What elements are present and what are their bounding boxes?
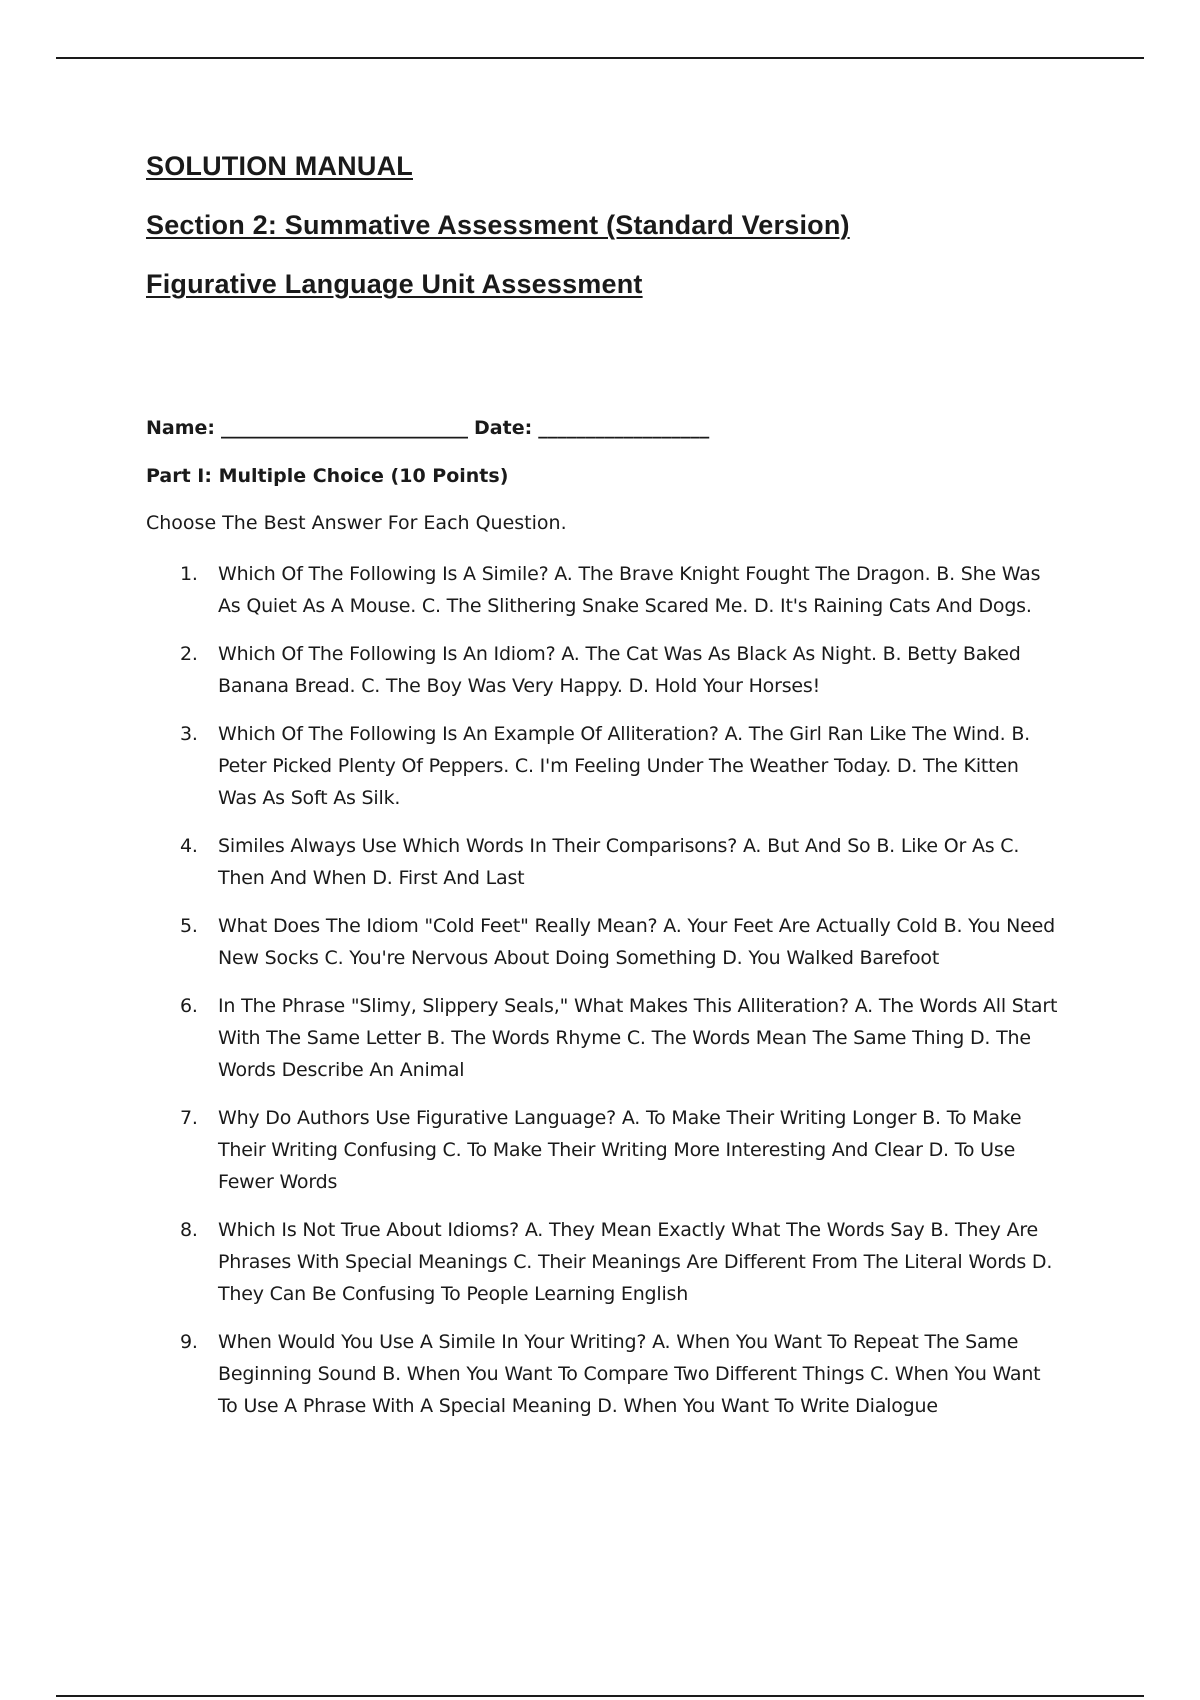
question-text: Which Of The Following Is An Idiom? A. The Cat Was As Black As Night. B. Betty Baked Banana Bread. C. The Boy Was Very Happy. D. Hold Your Horses!	[218, 643, 1021, 697]
instructions: Choose The Best Answer For Each Question.	[146, 512, 567, 534]
name-label: Name:	[146, 417, 216, 439]
name-date-line	[146, 416, 709, 440]
question-2	[180, 638, 1060, 702]
question-text: Which Of The Following Is An Example Of Alliteration? A. The Girl Ran Like The Wind. B. Peter Picked Plenty Of Peppers. C. I'm Feeling Under The Weather Today. D. The Kitten Was As Soft As Silk.	[218, 723, 1030, 809]
section-heading: Section 2: Summative Assessment (Standard Version)	[146, 210, 850, 240]
question-number: 1.	[180, 563, 198, 585]
question-1	[180, 558, 1060, 622]
question-text: Which Of The Following Is A Simile? A. The Brave Knight Fought The Dragon. B. She Was As Quiet As A Mouse. C. The Slithering Snake Scared Me. D. It's Raining Cats And Dogs.	[218, 563, 1041, 617]
part-title: Part I: Multiple Choice (10 Points)	[146, 465, 509, 487]
question-9	[180, 1326, 1060, 1422]
question-number: 9.	[180, 1331, 198, 1353]
question-7	[180, 1102, 1060, 1198]
question-5	[180, 910, 1060, 974]
question-text: What Does The Idiom "Cold Feet" Really Mean? A. Your Feet Are Actually Cold B. You Need New Socks C. You're Nervous About Doing Something D. You Walked Barefoot	[218, 915, 1055, 969]
question-number: 6.	[180, 995, 198, 1017]
question-4	[180, 830, 1060, 894]
document-title: SOLUTION MANUAL	[146, 151, 413, 181]
question-text: Why Do Authors Use Figurative Language? A. To Make Their Writing Longer B. To Make Their Writing Confusing C. To Make Their Writing More Interesting And Clear D. To Use Fewer Words	[218, 1107, 1022, 1193]
question-number: 4.	[180, 835, 198, 857]
assessment-heading: Figurative Language Unit Assessment	[146, 269, 643, 299]
question-text: In The Phrase "Slimy, Slippery Seals," What Makes This Alliteration? A. The Words All Start With The Same Letter B. The Words Rhyme C. The Words Mean The Same Thing D. The Words Describe An Animal	[218, 995, 1058, 1081]
question-number: 3.	[180, 723, 198, 745]
name-blank: __________________________	[221, 417, 469, 439]
date-label: Date:	[474, 417, 533, 439]
question-list	[180, 558, 1060, 1438]
question-8	[180, 1214, 1060, 1310]
question-text: Similes Always Use Which Words In Their Comparisons? A. But And So B. Like Or As C. Then And When D. First And Last	[218, 835, 1020, 889]
question-number: 8.	[180, 1219, 198, 1241]
question-number: 5.	[180, 915, 198, 937]
question-number: 7.	[180, 1107, 198, 1129]
question-6	[180, 990, 1060, 1086]
question-number: 2.	[180, 643, 198, 665]
question-3	[180, 718, 1060, 814]
question-text: Which Is Not True About Idioms? A. They Mean Exactly What The Words Say B. They Are Phrases With Special Meanings C. Their Meanings Are Different From The Literal Words D. They Can Be Confusing To People Learning English	[218, 1219, 1053, 1305]
question-text: When Would You Use A Simile In Your Writing? A. When You Want To Repeat The Same Beginning Sound B. When You Want To Compare Two Different Things C. When You Want To Use A Phrase With A Special Meaning D. When You Want To Write Dialogue	[218, 1331, 1041, 1417]
bottom-rule	[56, 1695, 1144, 1697]
top-rule	[56, 57, 1144, 59]
date-blank: __________________	[538, 417, 710, 439]
